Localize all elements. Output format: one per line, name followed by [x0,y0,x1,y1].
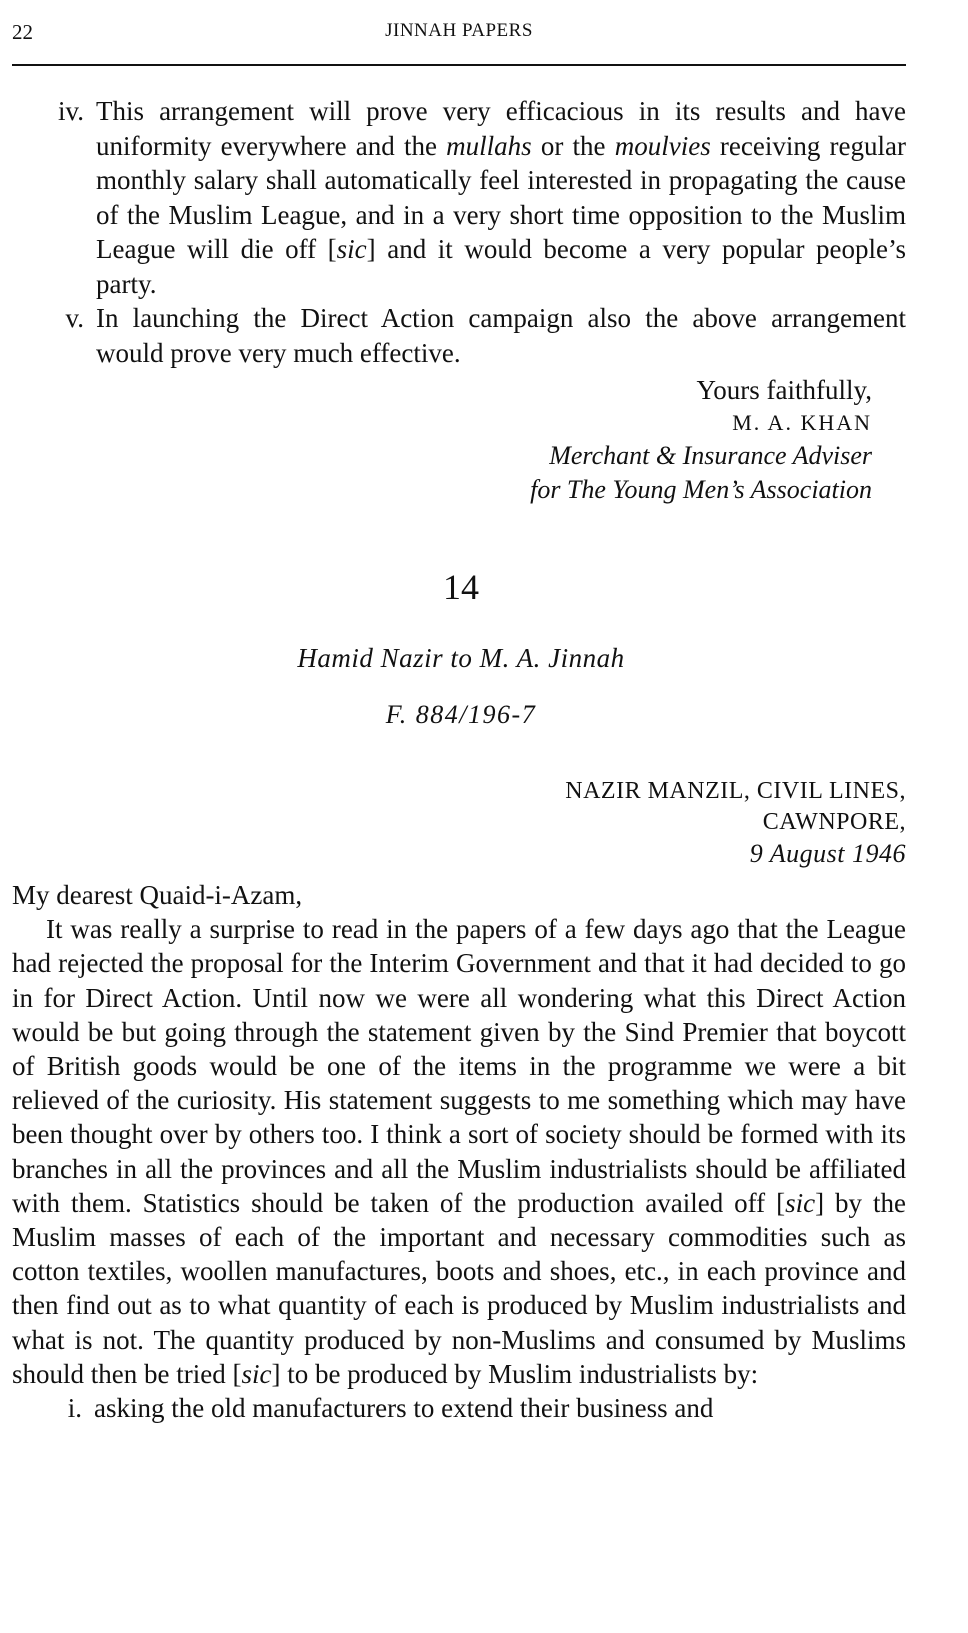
page-number: 22 [12,20,33,44]
list-item-text [96,94,906,301]
sender-address [565,776,906,869]
address-line-1: NAZIR MANZIL, CIVIL LINES, [565,778,906,804]
salutation: My dearest Quaid-i-Azam, [12,880,303,910]
list-item [12,1391,906,1426]
italic-text-run: sic [241,1358,272,1389]
letter-body [12,878,906,1426]
document-number: 14 [443,567,479,607]
letter-list [12,1391,906,1426]
header-rule [12,64,906,66]
document-reference: F. 884/196-7 [385,700,537,729]
signature-name: M. A. KHAN [732,410,872,435]
list-marker: iv. [58,96,84,126]
text-run: or the [531,130,615,161]
text-run: ] to be produced by Muslim industrialists by: [271,1358,759,1389]
text-run: It was really a surprise to read in the papers of a few days ago that the League had rejected the proposal for the Interim Government and that it had decided to go in for Direct Action. Until now we were all wondering what this Direct Action would be but going through the statement given by the Sind Premier that boycott of British goods would be one of the items in the programme we were a bit relieved of the curiosity. His statement suggests to me something which may have been thought over by others too. I think a sort of society should be formed with its branches in all the provinces and all the Muslim industrialists should be affiliated with them. Statistics should be taken of the production availed off [ [12,914,906,1218]
list-item-text [94,1391,906,1426]
list-marker: v. [65,303,84,333]
signature-block [530,373,872,507]
italic-text-run: mullahs [446,130,532,161]
list-marker: i. [67,1393,82,1424]
text-run: ] by the Muslim masses of each of the important and necessary commodities such as cotton textiles, woollen manufactures, boots and shoes, etc., in each province and then find out as to what quantity of each is produced by Muslim industrialists and what is not. The quantity produced by non-Muslims and consumed by Muslims should then be tried [ [12,1187,906,1389]
text-run: This arrangement will prove very efficacious in its results and have uniformity everywhere and the [96,96,906,161]
letter-date: 9 August 1946 [749,839,906,868]
text-run: receiving regular monthly salary shall automatically feel interested in propagating the cause of the Muslim League, and in a very short time opposition to the Muslim League will die off [ [96,130,907,264]
list-item [12,301,906,370]
body-paragraph [12,912,906,1391]
address-line-2: CAWNPORE, [762,809,906,835]
text-run: ] and it would become a very popular people’s party. [96,234,906,299]
text-run: In launching the Direct Action campaign also the above arrangement would prove very much effective. [96,303,906,368]
italic-text-run: sic [785,1187,816,1218]
running-header [12,18,906,46]
italic-text-run: sic [336,234,367,264]
signature-closing: Yours faithfully, [696,375,872,405]
document-title: Hamid Nazir to M. A. Jinnah [297,643,625,673]
signature-title-line-2: for The Young Men’s Association [530,475,872,504]
italic-text-run: moulvies [614,130,711,161]
signature-title-line-1: Merchant & Insurance Adviser [549,441,872,470]
running-title: JINNAH PAPERS [385,20,533,41]
prior-letter-list [12,94,906,370]
list-item-text [96,301,906,370]
text-run: asking the old manufacturers to extend their business and [94,1393,714,1424]
list-item [12,94,906,301]
